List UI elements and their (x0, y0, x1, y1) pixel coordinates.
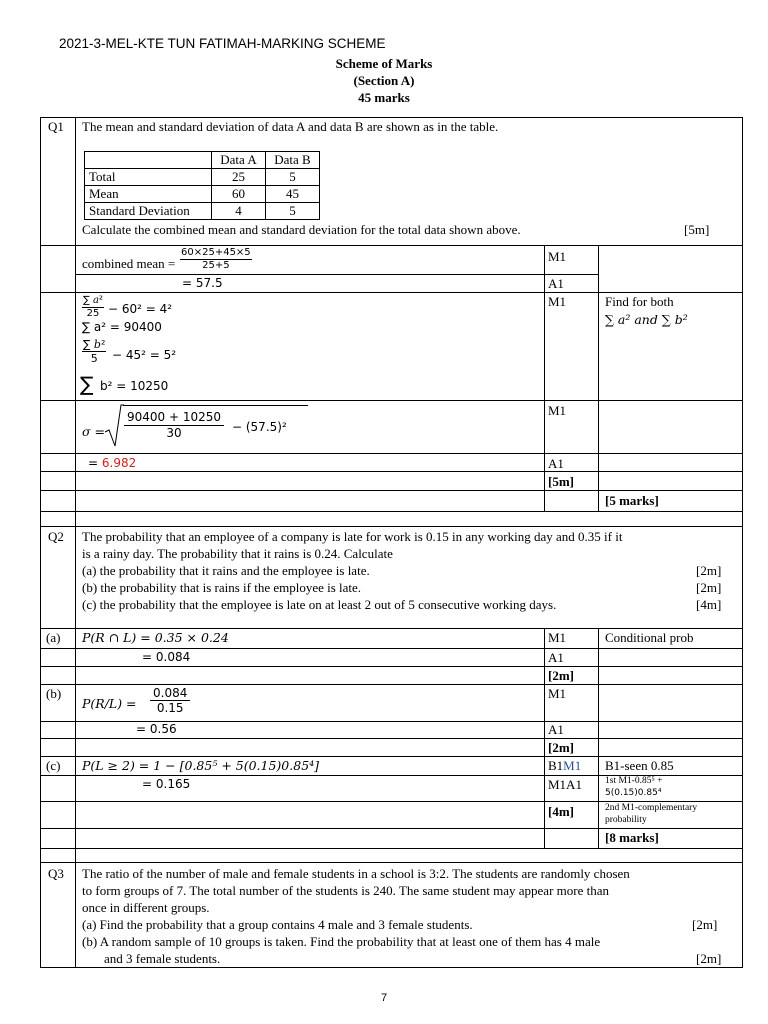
q3-part-a: (a) Find the probability that a group contains 4 male and 3 female students. (82, 917, 473, 932)
mark-m1: M1 (548, 686, 567, 701)
q3-part-a-marks: [2m] (692, 917, 718, 932)
q1-total-marks: [5 marks] (605, 493, 659, 508)
remark-conditional-prob: Conditional prob (605, 630, 694, 645)
mark-subtotal: [2m] (548, 740, 574, 755)
table-cell: 5 (266, 169, 320, 186)
q2b-lhs: P(R/L) = (82, 696, 137, 711)
q2-part-b-question: (b) the probability that is rains if the employee is late. (82, 580, 362, 595)
q2-part-b-marks: [2m] (696, 580, 722, 595)
mark-a1: A1 (548, 650, 564, 665)
q2-label: Q2 (48, 529, 64, 544)
sigma-fraction (124, 410, 224, 441)
q2a-line2: = 0.084 (142, 650, 191, 664)
table-header: Data A (212, 152, 266, 169)
section-label: (Section A) (353, 73, 415, 88)
scheme-title: Scheme of Marks (335, 56, 433, 71)
q1-data-table (84, 151, 320, 220)
q2c-line2: = 0.165 (142, 777, 191, 791)
step-a-equation: − 60² = 4² (108, 302, 173, 316)
table-cell: Standard Deviation (85, 203, 212, 220)
q2-total-marks: [8 marks] (605, 830, 659, 845)
q3-line3: once in different groups. (82, 900, 210, 915)
mark-a1: A1 (548, 722, 564, 737)
q2c-line1: P(L ≥ 2) = 1 − [0.85⁵ + 5(0.15)0.85⁴] (82, 758, 320, 773)
fraction-numerator: 0.084 (150, 686, 190, 701)
table-cell: 5 (266, 203, 320, 220)
combined-mean-fraction (180, 247, 252, 272)
q2b-fraction (150, 686, 190, 715)
q3-line2: to form groups of 7. The total number of the students is 240. The same student may appear more than (82, 883, 609, 898)
combined-mean-result: = 57.5 (182, 276, 223, 290)
q2-question-line2: is a rainy day. The probability that it rains is 0.24. Calculate (82, 546, 393, 561)
mark-subtotal: [4m] (548, 804, 574, 819)
q3-label: Q3 (48, 866, 64, 881)
sum-b2-result: b² = 10250 (100, 379, 169, 393)
mark-a1: A1 (548, 276, 564, 291)
mark-m1: M1 (548, 630, 567, 645)
mark-b1m1: B1M1 (548, 758, 582, 773)
remark-find-both: Find for both (605, 294, 674, 309)
table-row (85, 169, 320, 186)
remark-second-m1: 2nd M1-complementary (605, 803, 698, 813)
q2b-line2: = 0.56 (136, 722, 177, 736)
remark-sums: ∑ a² and ∑ b² (605, 312, 688, 327)
table-cell: Mean (85, 186, 212, 203)
remark-first-m1: 1st M1-0.85⁵ + (605, 776, 663, 786)
sum-a2-symbol: ∑ (83, 295, 90, 306)
combined-mean-label: combined mean = (82, 256, 176, 271)
remark-first-m1-cont: 5(0.15)0.85⁴ (605, 788, 662, 798)
table-cell: 25 (212, 169, 266, 186)
table-row (85, 203, 320, 220)
table-row (85, 186, 320, 203)
mark-subtotal: [5m] (548, 474, 574, 489)
q3-line1: The ratio of the number of male and female students in a school is 3:2. The students are randomly chosen (82, 866, 630, 881)
mark-m1: M1 (548, 249, 567, 264)
fraction-denominator: 30 (166, 426, 182, 440)
sum-a2-result: ∑ a² = 90400 (82, 320, 162, 334)
q3-part-b-line2: and 3 female students. (104, 951, 221, 966)
table-cell: 45 (266, 186, 320, 203)
remark-second-m1-cont: probability (605, 815, 647, 825)
sum-b2-over-5-fraction: $\frac{\text{∑ b²}}{5}$ (83, 338, 106, 365)
sigma-value: 6.982 (101, 456, 137, 470)
table-row (85, 152, 320, 169)
q2-part-a-marks: [2m] (696, 563, 722, 578)
total-marks-label: 45 marks (358, 90, 410, 105)
q1-label: Q1 (48, 119, 64, 134)
table-cell: 4 (212, 203, 266, 220)
table-cell (85, 152, 212, 169)
table-header: Data B (266, 152, 320, 169)
sum-symbol: ∑ (80, 372, 94, 396)
q2c-label: (c) (46, 758, 61, 773)
mark-m1: M1 (548, 294, 567, 309)
fraction-numerator: 90400 + 10250 (124, 410, 224, 426)
mark-m1: M1 (548, 403, 567, 418)
step-b-equation: − 45² = 5² (112, 348, 177, 362)
sigma-result: = 6.982 (88, 456, 137, 470)
fraction-numerator: 60×25+45×5 (181, 247, 251, 258)
document-code: 2021-3-MEL-KTE TUN FATIMAH-MARKING SCHEME (59, 36, 386, 51)
radical-bar (123, 405, 308, 406)
q2b-label: (b) (46, 686, 62, 701)
q2-part-c-marks: [4m] (696, 597, 722, 612)
fraction-denominator: 25+5 (202, 260, 230, 271)
q1-question: The mean and standard deviation of data A and data B are shown as in the table. (82, 119, 499, 134)
q2a-label: (a) (46, 630, 61, 645)
q3-part-b-line1: (b) A random sample of 10 groups is taken. Find the probability that at least one of them has 4 male (82, 934, 601, 949)
q2a-line1: P(R ∩ L) = 0.35 × 0.24 (82, 630, 229, 645)
fraction-denominator: 0.15 (156, 701, 184, 715)
q1-instruction-marks: [5m] (684, 222, 710, 237)
q2-part-a-question: (a) the probability that it rains and the employee is late. (82, 563, 370, 578)
table-cell: 60 (212, 186, 266, 203)
q2-part-c-question: (c) the probability that the employee is late on at least 2 out of 5 consecutive working days. (82, 597, 557, 612)
q3-part-b-marks: [2m] (696, 951, 722, 966)
table-cell: Total (85, 169, 212, 186)
remark-b1-seen: B1-seen 0.85 (605, 758, 674, 773)
radical-sign (104, 404, 124, 448)
q2-question-line1: The probability that an employee of a company is late for work is 0.15 in any working day and 0.35 if it (82, 529, 623, 544)
sigma-symbol: σ = (82, 424, 105, 439)
sum-a2-over-25-fraction: $\frac{\text{∑ a²}}{25}$ (83, 295, 103, 319)
q1-instruction: Calculate the combined mean and standard deviation for the total data shown above. (82, 222, 521, 237)
mark-subtotal: [2m] (548, 668, 574, 683)
sigma-tail: − (57.5)² (232, 420, 287, 434)
page-number: 7 (380, 992, 388, 1004)
mark-m1a1: M1A1 (548, 777, 582, 792)
mark-a1: A1 (548, 456, 564, 471)
